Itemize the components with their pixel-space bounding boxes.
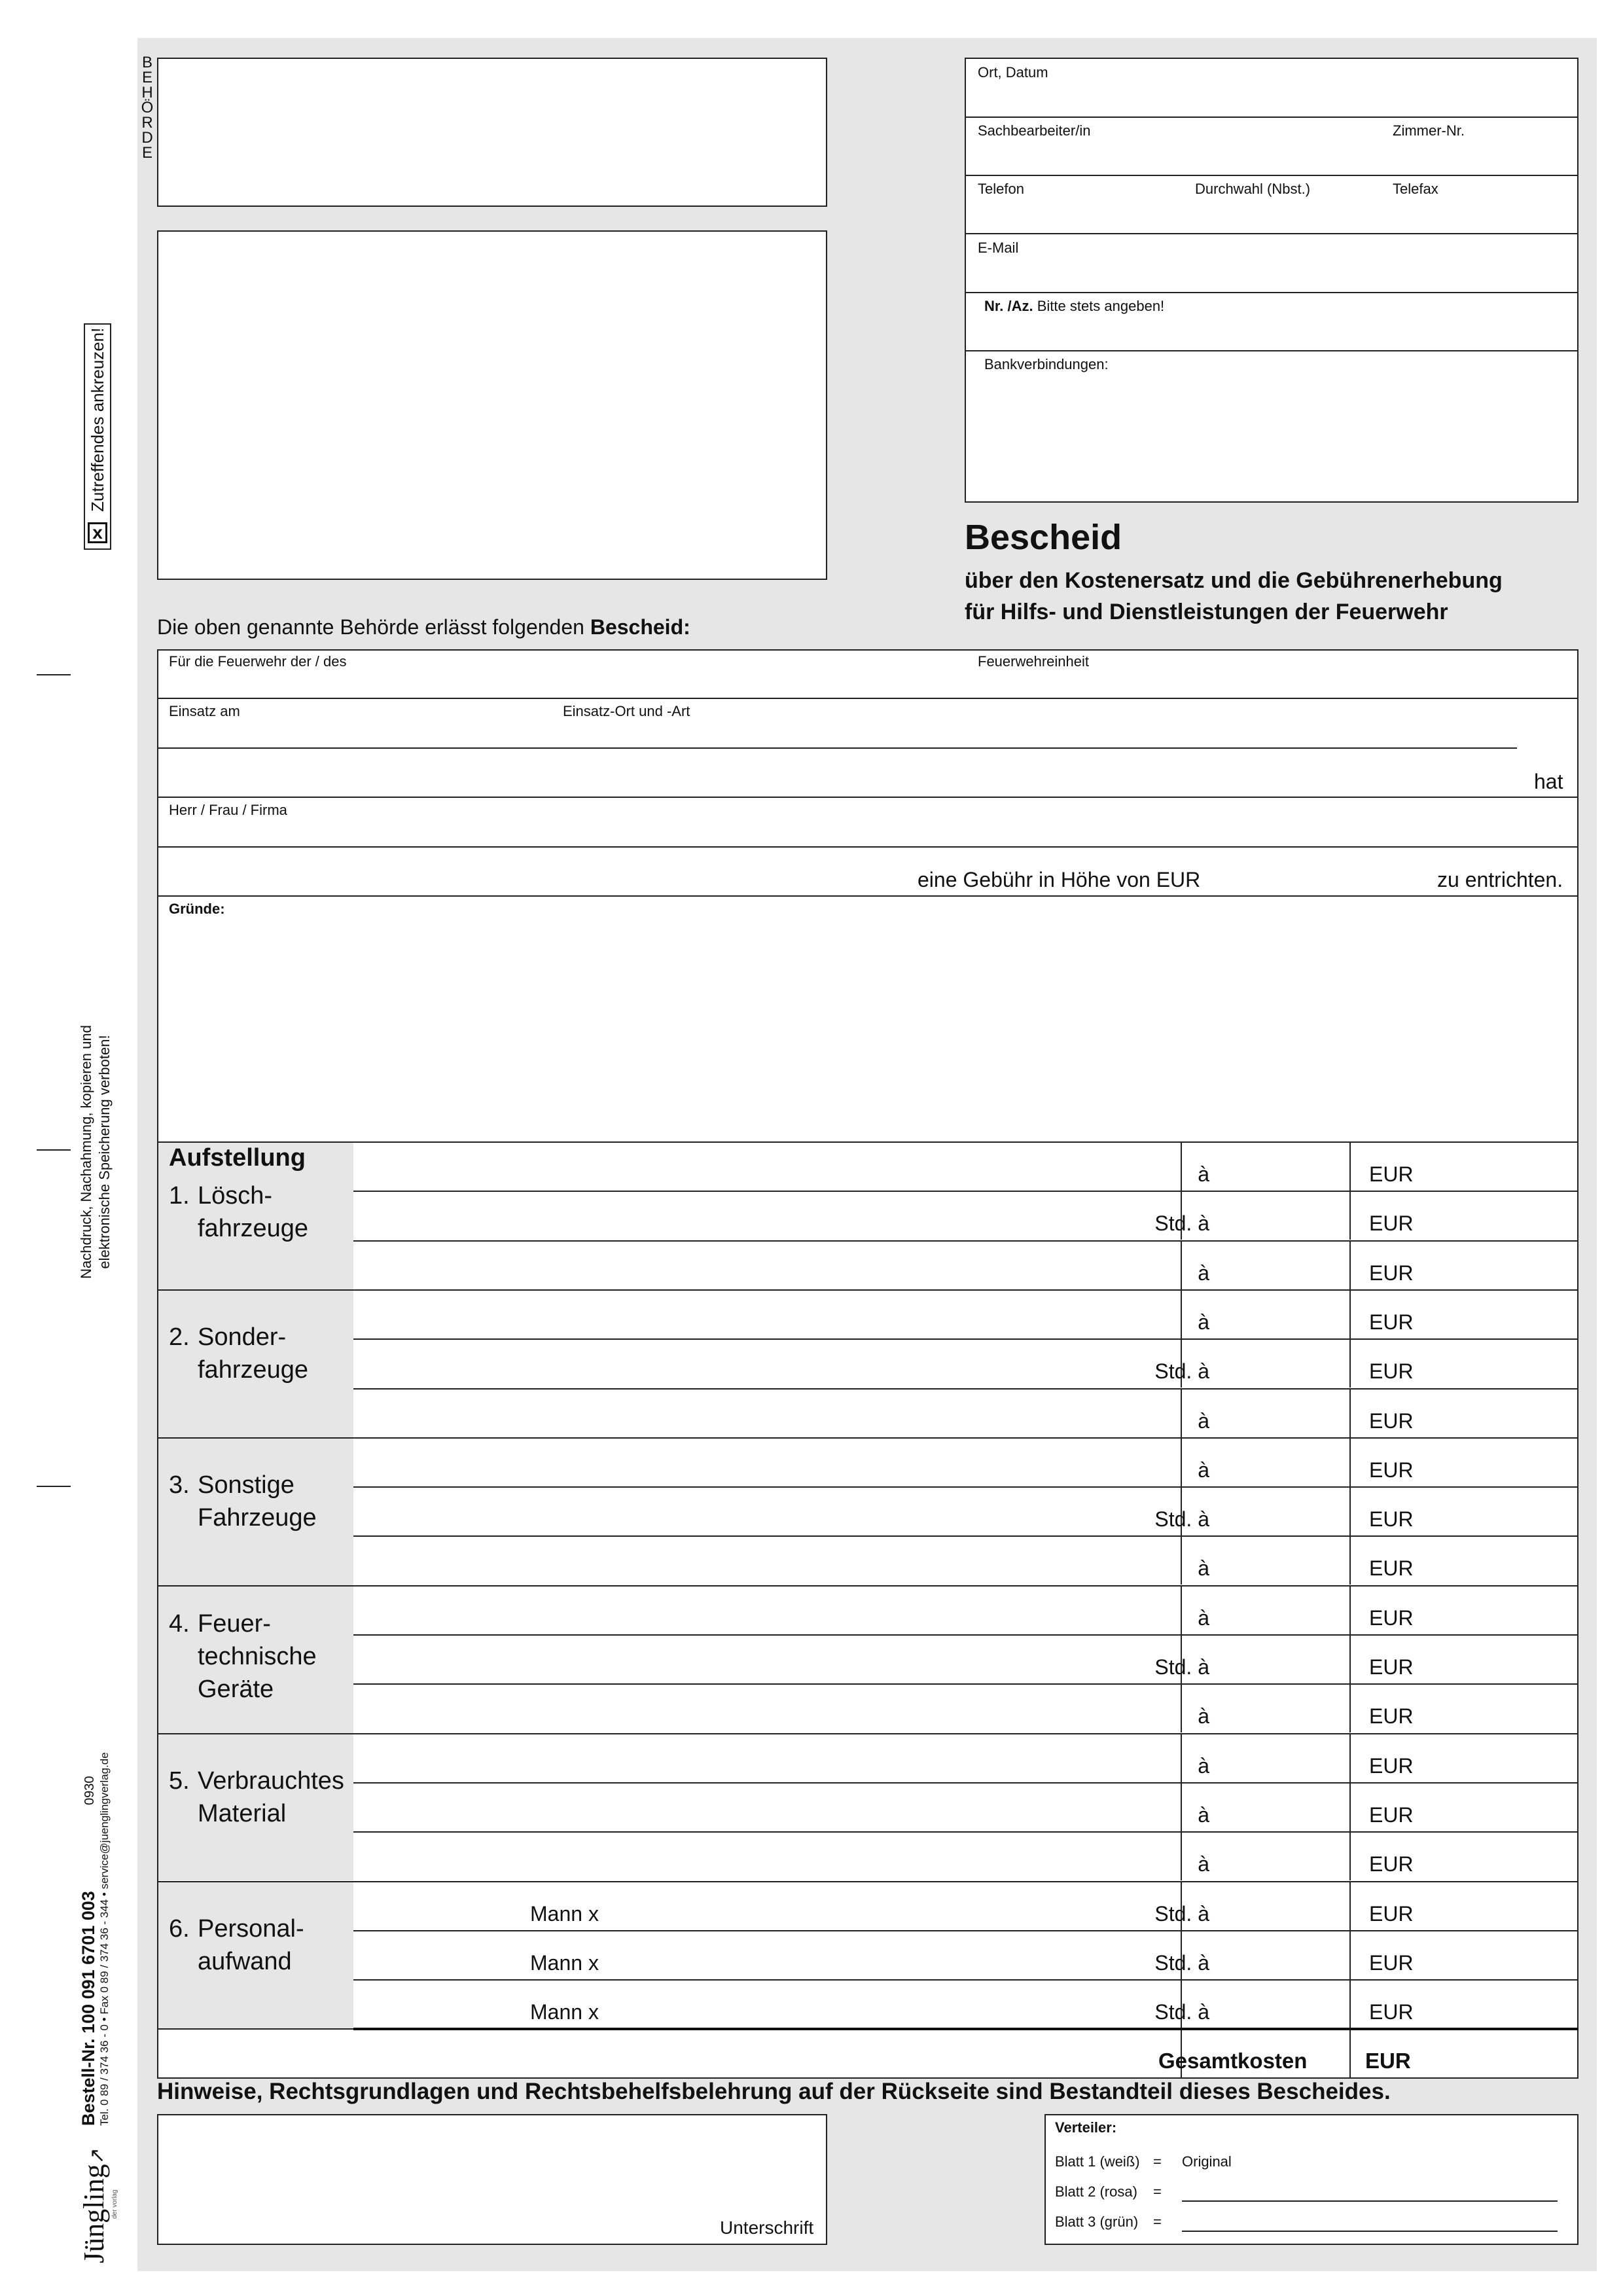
order-number: Bestell-Nr. 100 091 6701 003: [79, 1891, 98, 2126]
row-prefix: Mann x: [530, 1902, 599, 1926]
section-number: 4.: [169, 1609, 190, 1638]
telefax-label: Telefax: [1393, 181, 1438, 197]
distribution-title: Verteiler:: [1055, 2119, 1117, 2136]
section-title-line: fahrzeuge: [198, 1355, 309, 1384]
distribution-value: Original: [1182, 2153, 1232, 2170]
telefon-label: Telefon: [978, 181, 1024, 197]
distribution-blank-line[interactable]: [1182, 2200, 1558, 2202]
email-label: E-Mail: [978, 240, 1019, 256]
row-rate: à: [1198, 1754, 1209, 1778]
row-rate: à: [1198, 1852, 1209, 1876]
authority-label-char: E: [141, 69, 152, 86]
row-currency: EUR: [1369, 1704, 1414, 1728]
row-rate: Std. à: [1154, 1902, 1209, 1926]
info-divider: [965, 233, 1578, 234]
row-currency: EUR: [1369, 1359, 1414, 1383]
row-rate: Std. à: [1154, 1507, 1209, 1531]
section-title-line: Fahrzeuge: [198, 1503, 317, 1532]
info-divider: [965, 350, 1578, 351]
row-prefix: Mann x: [530, 2000, 599, 2024]
publisher-contact: Tel. 0 89 / 374 36 - 0 • Fax 0 89 / 374 36 - 344 • service@juenglingverlag.de: [98, 1752, 111, 2126]
row-rate: Std. à: [1154, 1359, 1209, 1383]
row-currency: EUR: [1369, 1507, 1414, 1531]
publisher-sub: der vorlag: [111, 2189, 118, 2219]
order-code: 0930: [82, 1776, 97, 1805]
total-currency: EUR: [1365, 2049, 1411, 2073]
row-rate: à: [1198, 1556, 1209, 1580]
intro-text: Die oben genannte Behörde erlässt folgenden Bescheid:: [157, 615, 690, 639]
row-prefix: Mann x: [530, 1951, 599, 1975]
row-currency: EUR: [1369, 1310, 1414, 1334]
einheit-label: Feuerwehreinheit: [978, 653, 1089, 670]
checkbox-example: x: [88, 522, 107, 543]
distribution-sheet-label: Blatt 3 (grün): [1055, 2214, 1139, 2230]
aufstellung-heading: Aufstellung: [169, 1144, 306, 1172]
form-divider: [157, 846, 1578, 848]
section-title-line: aufwand: [198, 1947, 292, 1975]
herr-frau-firma-label: Herr / Frau / Firma: [169, 802, 287, 818]
gruende-label: Gründe:: [169, 901, 225, 917]
distribution-equals: =: [1153, 2153, 1162, 2170]
row-rate: Std. à: [1154, 2000, 1209, 2024]
info-divider: [965, 175, 1578, 176]
row-currency: EUR: [1369, 1951, 1414, 1975]
authority-vertical-label: [140, 55, 154, 160]
row-rate: à: [1198, 1606, 1209, 1630]
section-title-line: Feuer-: [198, 1609, 271, 1638]
distribution-equals: =: [1153, 2183, 1162, 2200]
row-rate: à: [1198, 1261, 1209, 1285]
document-subtitle-line2: für Hilfs- und Dienstleistungen der Feuerwehr: [965, 600, 1448, 624]
authority-label-char: H: [141, 84, 153, 101]
authority-box[interactable]: [157, 58, 827, 207]
section-title-line: Personal-: [198, 1914, 304, 1943]
document-subtitle-line1: über den Kostenersatz und die Gebührenerhebung: [965, 568, 1503, 593]
fold-mark-bottom: [37, 1486, 71, 1487]
row-currency: EUR: [1369, 1458, 1414, 1482]
fold-mark-top: [37, 674, 71, 675]
section-title-line: Geräte: [198, 1675, 274, 1703]
sachbearbeiter-label: Sachbearbeiter/in: [978, 122, 1091, 139]
row-currency: EUR: [1369, 1803, 1414, 1827]
recipient-address-box[interactable]: [157, 230, 827, 580]
authority-label-char: Ö: [141, 99, 154, 117]
section-number: 1.: [169, 1182, 190, 1210]
zimmer-label: Zimmer-Nr.: [1393, 122, 1465, 139]
row-currency: EUR: [1369, 1754, 1414, 1778]
section-title-line: Material: [198, 1799, 287, 1827]
row-currency: EUR: [1369, 1211, 1414, 1235]
hat-text: hat: [1534, 770, 1563, 793]
info-divider: [965, 292, 1578, 293]
legal-notice: Hinweise, Rechtsgrundlagen und Rechtsbehelfsbelehrung auf der Rückseite sind Bestandteil dieses Bescheides.: [157, 2079, 1391, 2104]
info-divider: [965, 117, 1578, 118]
row-currency: EUR: [1369, 1852, 1414, 1876]
arrow-logo-icon: ↗: [86, 2147, 108, 2164]
section-title-line: Verbrauchtes: [198, 1767, 344, 1795]
distribution-sheet-label: Blatt 1 (weiß): [1055, 2153, 1140, 2170]
bank-label: Bankverbindungen:: [984, 356, 1109, 372]
einsatz-ort-label: Einsatz-Ort und -Art: [563, 703, 690, 719]
authority-label-char: B: [141, 54, 152, 71]
publisher-logo: Jüngling↗: [78, 2147, 110, 2263]
section-title-line: Lösch-: [198, 1182, 273, 1210]
section-number: 3.: [169, 1471, 190, 1499]
total-label: Gesamtkosten: [1158, 2049, 1308, 2073]
row-currency: EUR: [1369, 1409, 1414, 1433]
authority-label-char: E: [141, 144, 152, 162]
gebuehr-text: eine Gebühr in Höhe von EUR: [918, 868, 1201, 891]
fold-mark-middle: [37, 1149, 71, 1151]
distribution-sheet-label: Blatt 2 (rosa): [1055, 2183, 1137, 2200]
distribution-blank-line[interactable]: [1182, 2231, 1558, 2232]
row-currency: EUR: [1369, 2000, 1414, 2024]
feuerwehr-label: Für die Feuerwehr der / des: [169, 653, 347, 670]
authority-label-char: D: [141, 129, 153, 147]
section-number: 5.: [169, 1767, 190, 1795]
row-currency: EUR: [1369, 1655, 1414, 1679]
row-rate: Std. à: [1154, 1211, 1209, 1235]
row-rate: à: [1198, 1310, 1209, 1334]
entrichten-text: zu entrichten.: [1437, 868, 1563, 891]
form-divider: [157, 747, 1517, 749]
row-currency: EUR: [1369, 1606, 1414, 1630]
row-rate: à: [1198, 1803, 1209, 1827]
copyright-notice: Nachdruck, Nachahmung, kopieren und elektronische Speicherung verboten!: [78, 1025, 113, 1279]
row-rate: à: [1198, 1409, 1209, 1433]
row-rate: à: [1198, 1458, 1209, 1482]
section-title-line: fahrzeuge: [198, 1215, 309, 1242]
row-rate: Std. à: [1154, 1951, 1209, 1975]
section-title-line: technische: [198, 1642, 317, 1670]
form-divider: [157, 797, 1578, 798]
document-title: Bescheid: [965, 518, 1122, 557]
row-currency: EUR: [1369, 1556, 1414, 1580]
ort-datum-label: Ort, Datum: [978, 64, 1048, 81]
check-hint-text: Zutreffendes ankreuzen!: [88, 327, 107, 512]
row-currency: EUR: [1369, 1162, 1414, 1186]
signature-label: Unterschrift: [720, 2217, 814, 2238]
row-rate: Std. à: [1154, 1655, 1209, 1679]
form-divider: [157, 895, 1578, 897]
row-rate: à: [1198, 1162, 1209, 1186]
section-number: 6.: [169, 1914, 190, 1943]
row-currency: EUR: [1369, 1261, 1414, 1285]
durchwahl-label: Durchwahl (Nbst.): [1195, 181, 1311, 197]
row-rate: à: [1198, 1704, 1209, 1728]
column-divider: [1349, 2028, 1351, 2079]
section-number: 2.: [169, 1323, 190, 1351]
section-title-line: Sonstige: [198, 1471, 294, 1499]
row-currency: EUR: [1369, 1902, 1414, 1926]
authority-label-char: R: [141, 114, 153, 132]
distribution-equals: =: [1153, 2214, 1162, 2230]
total-line: [353, 2028, 1578, 2030]
reference-label: Nr. /Az. Bitte stets angeben!: [984, 298, 1165, 314]
section-title-line: Sonder-: [198, 1323, 287, 1351]
form-divider: [157, 698, 1578, 699]
einsatz-am-label: Einsatz am: [169, 703, 240, 719]
